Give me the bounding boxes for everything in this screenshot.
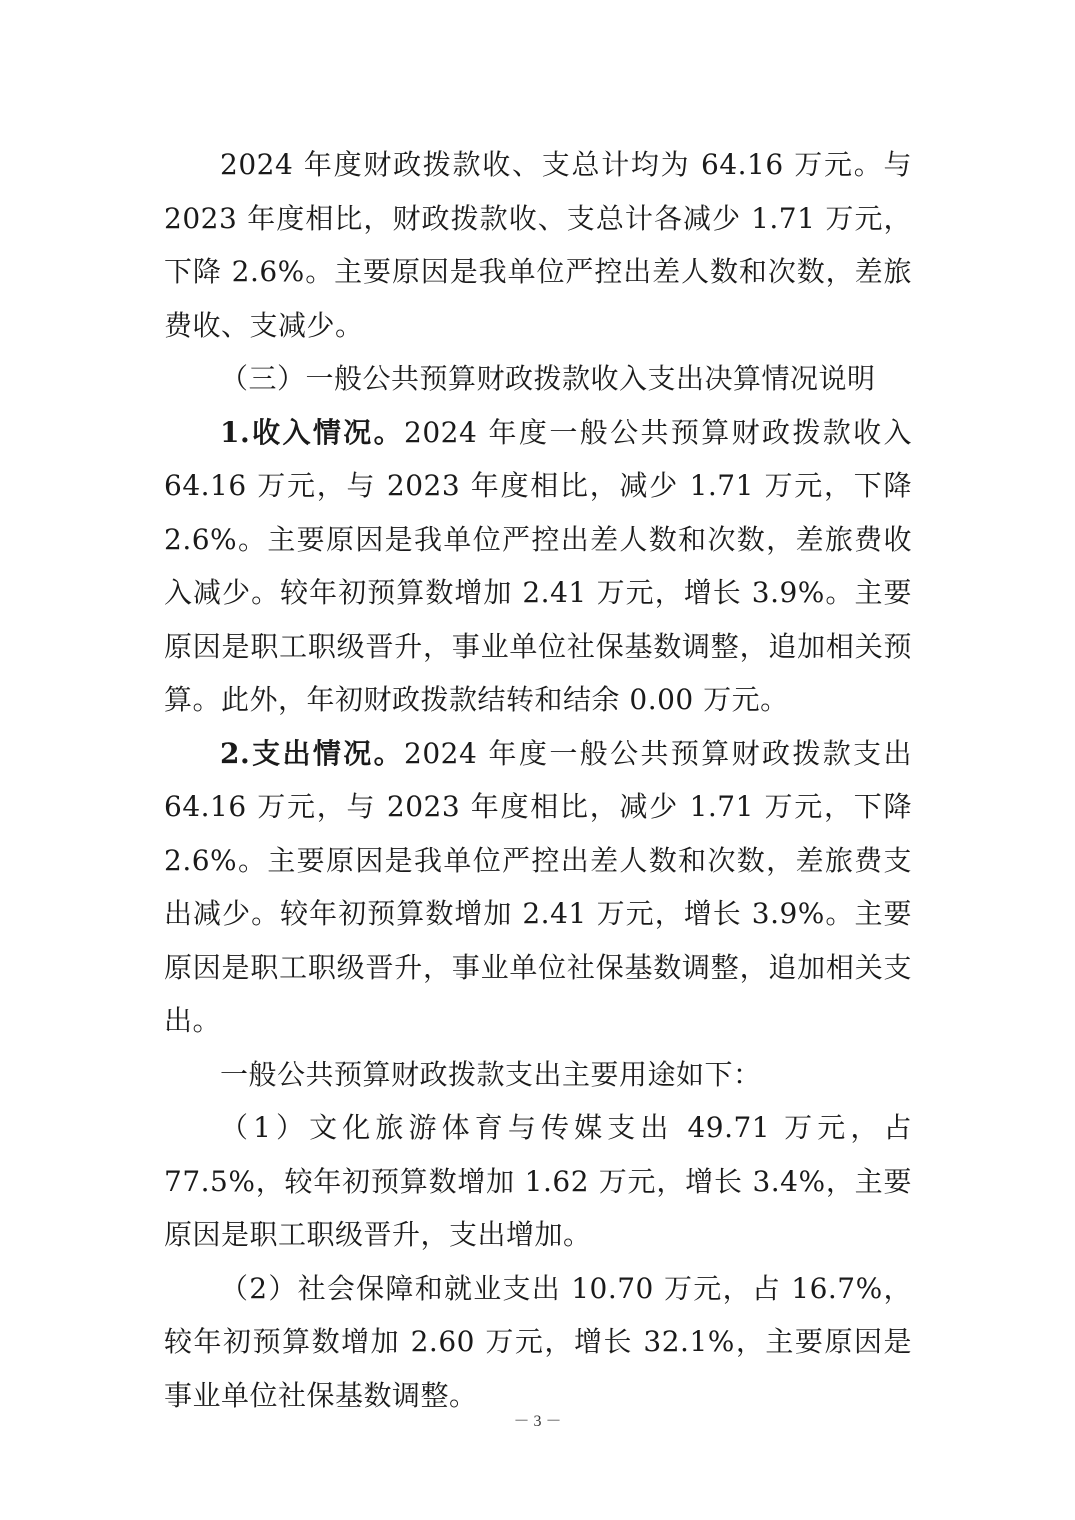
paragraph-item-1 [164, 1101, 912, 1262]
document-body [164, 138, 912, 1422]
paragraph-item-2 [164, 1262, 912, 1423]
paragraph-text: 2024 年度财政拨款收、支总计均为 64.16 万元。与 2023 年度相比，财政拨款收、支总计各减少 1.71 万元，下降 2.6%。主要原因是我单位严控出差人数和次数，差旅费收、支减少。 [164, 148, 912, 342]
paragraph-text: 2024 年度一般公共预算财政拨款支出 64.16 万元，与 2023 年度相比，减少 1.71 万元，下降 2.6%。主要原因是我单位严控出差人数和次数，差旅费支出减少。较年初预算数增加 2.41 万元，增长 3.9%。主要原因是职工职级晋升，事业单位社保基数调整，追加相关支出。 [164, 736, 912, 1037]
page-number: － 3 － [513, 1413, 562, 1430]
paragraph-summary [164, 138, 912, 352]
paragraph-lead: 2.支出情况。 [220, 736, 405, 770]
paragraph-income [164, 406, 912, 727]
paragraph-text: 2024 年度一般公共预算财政拨款收入 64.16 万元，与 2023 年度相比，减少 1.71 万元，下降 2.6%。主要原因是我单位严控出差人数和次数，差旅费收入减少。较年初预算数增加 2.41 万元，增长 3.9%。主要原因是职工职级晋升，事业单位社保基数调整，追加相关预算。此外，年初财政拨款结转和结余 0.00 万元。 [164, 415, 912, 716]
section-heading-text: （三）一般公共预算财政拨款收入支出决算情况说明 [220, 362, 876, 395]
section-heading [164, 352, 912, 406]
paragraph-expenditure [164, 727, 912, 1048]
paragraph-text: （1）文化旅游体育与传媒支出 49.71 万元，占 77.5%，较年初预算数增加 1.62 万元，增长 3.4%，主要原因是职工职级晋升，支出增加。 [164, 1111, 912, 1251]
paragraph-uses-intro [164, 1048, 912, 1102]
paragraph-text: （2）社会保障和就业支出 10.70 万元，占 16.7%，较年初预算数增加 2.60 万元，增长 32.1%，主要原因是事业单位社保基数调整。 [164, 1271, 912, 1412]
paragraph-text: 一般公共预算财政拨款支出主要用途如下： [220, 1057, 762, 1091]
paragraph-lead: 1.收入情况。 [220, 415, 405, 449]
